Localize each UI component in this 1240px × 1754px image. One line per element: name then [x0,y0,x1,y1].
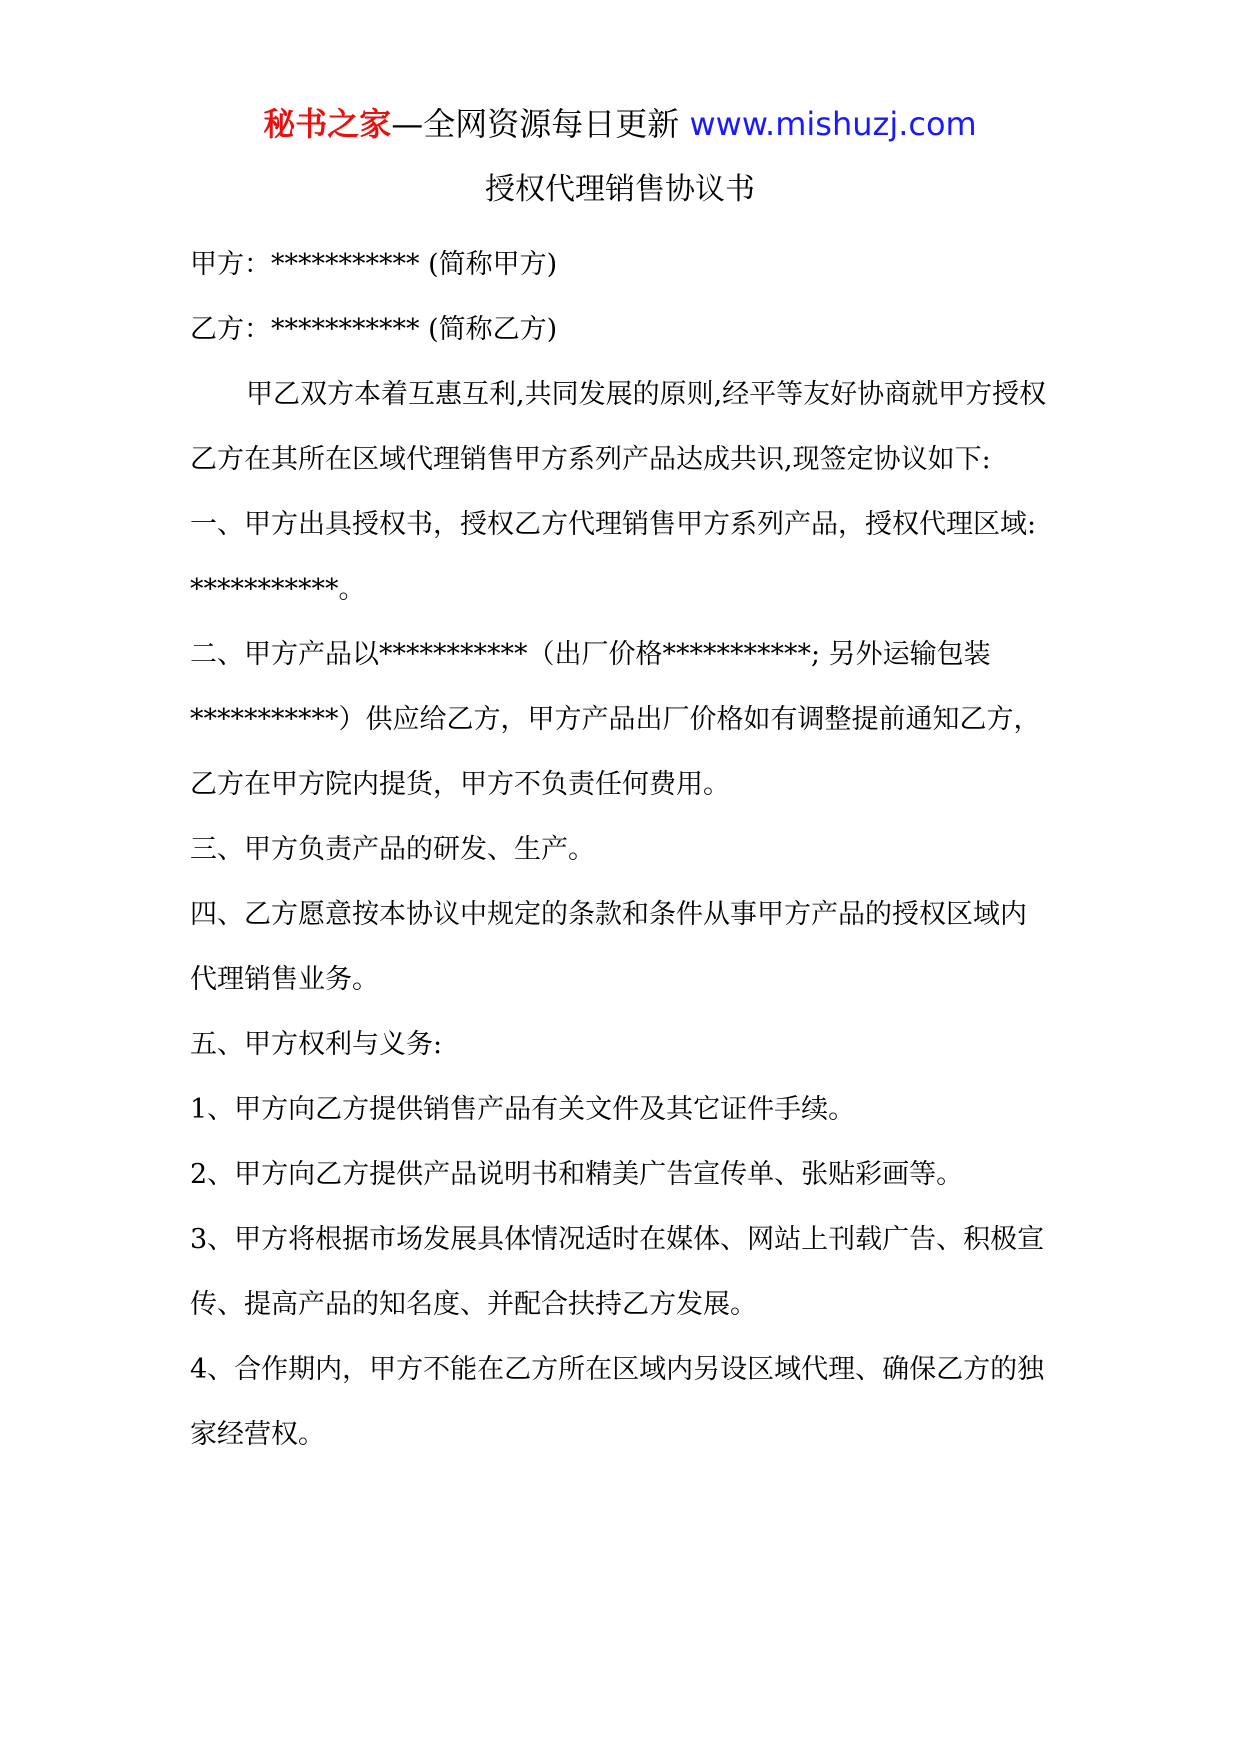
site-tagline: —全网资源每日更新 [391,105,680,143]
clause-4: 四、乙方愿意按本协议中规定的条款和条件从事甲方产品的授权区域内代理销售业务。 [190,899,1027,995]
intro-paragraph: 甲乙双方本着互惠互利,共同发展的原则,经平等友好协商就甲方授权乙方在其所在区域代理销售甲方系列产品达成共识,现签定协议如下: [190,379,1047,475]
clause-2: 二、甲方产品以***********（出厂价格***********; 另外运输包装***********）供应给乙方，甲方产品出厂价格如有调整提前通知乙方，乙方在甲方院内提货，甲方不负责任何费用。 [190,639,1041,800]
document-title: 授权代理销售协议书 [485,172,755,207]
sub-item-2: 2、甲方向乙方提供产品说明书和精美广告宣传单、张贴彩画等。 [190,1159,964,1190]
document-body [190,232,1048,1467]
clause-3: 三、甲方负责产品的研发、生产。 [190,834,595,865]
party-a-line: 甲方：*********** (简称甲方) [190,249,558,280]
clause-5: 五、甲方权利与义务: [190,1029,443,1060]
sub-item-1: 1、甲方向乙方提供销售产品有关文件及其它证件手续。 [190,1094,856,1125]
sub-item-4: 4、合作期内，甲方不能在乙方所在区域内另设区域代理、确保乙方的独家经营权。 [190,1354,1045,1450]
sub-item-3: 3、甲方将根据市场发展具体情况适时在媒体、网站上刊载广告、积极宣传、提高产品的知名度、并配合扶持乙方发展。 [190,1224,1045,1320]
party-b-line: 乙方：*********** (简称乙方) [190,314,558,345]
site-header [0,100,1240,148]
clause-1: 一、甲方出具授权书，授权乙方代理销售甲方系列产品，授权代理区域: ***********。 [190,509,1037,605]
site-url-link[interactable]: www.mishuzj.com [689,105,977,143]
brand-name: 秘书之家 [263,105,392,143]
